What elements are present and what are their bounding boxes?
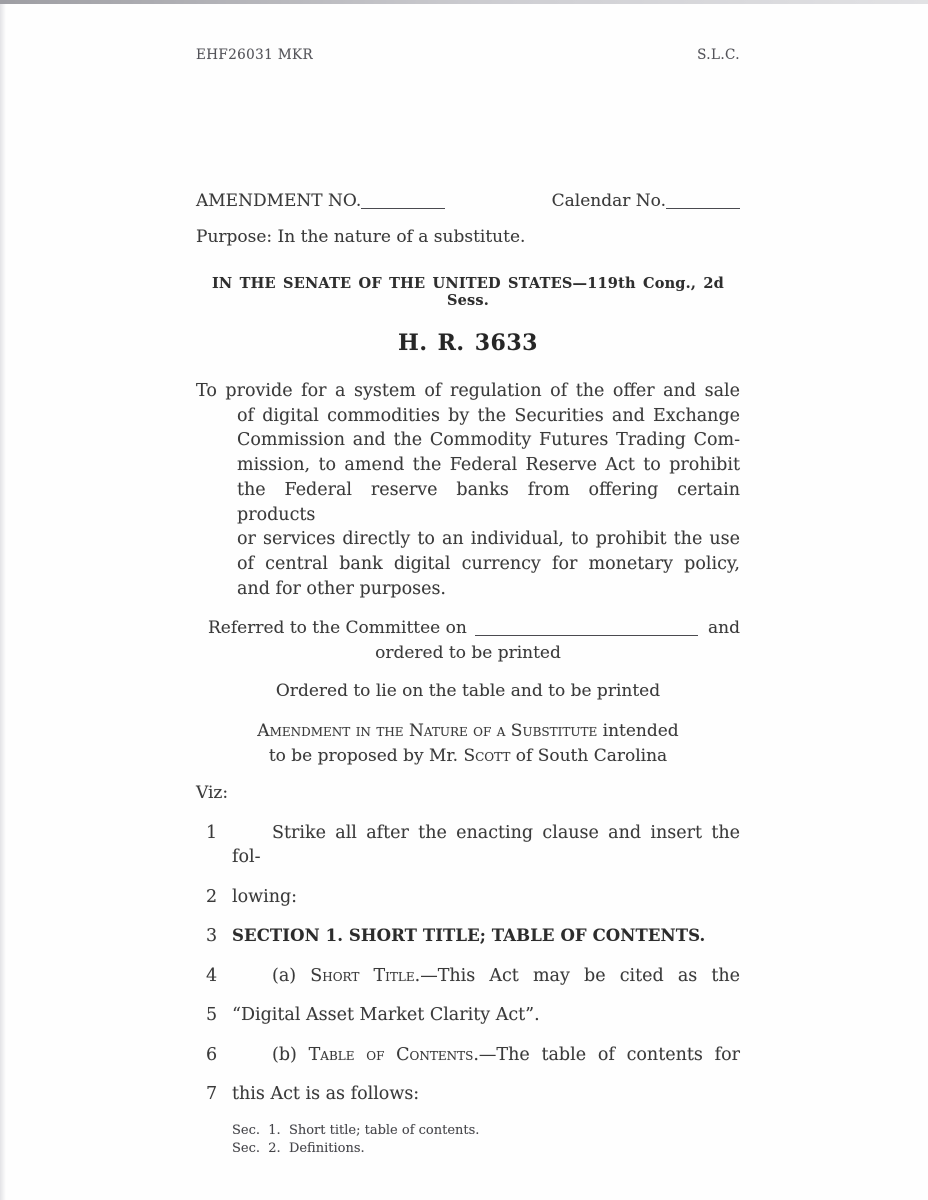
toc-entry: Sec. 1. Short title; table of contents. [232, 1122, 480, 1138]
calendar-no-blank [666, 208, 740, 209]
referred-line-2: ordered to be printed [375, 643, 561, 664]
long-title-line: Commission and the Commodity Futures Trading Com- [237, 430, 740, 451]
line-number: 7 [206, 1084, 218, 1105]
long-title [196, 379, 740, 601]
calendar-no-label: Calendar No. [551, 191, 666, 211]
referred-line-1 [196, 616, 740, 641]
table-of-contents-smallcaps: Table of Contents [308, 1044, 474, 1065]
amendment-nature-line-1 [196, 719, 740, 744]
amendment-nature-line-2 [196, 744, 740, 769]
body-line [196, 885, 740, 909]
committee-blank [475, 635, 698, 636]
page-content [196, 0, 740, 1158]
long-title-line: of central bank digital currency for monetary policy, [237, 553, 740, 574]
line-number: 4 [206, 965, 218, 986]
body-line-text: Strike all after the enacting clause and insert the fol- [232, 823, 740, 868]
body-line-text [232, 964, 740, 988]
referred-and: and [708, 618, 740, 639]
line-number: 3 [206, 926, 218, 947]
sponsor-name: Scott [463, 746, 511, 767]
line-number: 6 [206, 1044, 218, 1065]
amendment-nature-block [196, 719, 740, 769]
long-title-line: mission, to amend the Federal Reserve Act to prohibit [237, 455, 740, 476]
referred-block [196, 616, 740, 666]
photo-edge-left [0, 4, 6, 1200]
clause-label: (a) [272, 965, 311, 986]
body-line-text: lowing: [232, 886, 298, 907]
header-doc-code: EHF26031 MKR [196, 47, 314, 63]
body-line [196, 924, 740, 948]
calendar-no-group [552, 191, 740, 211]
long-title-line: of digital commodities by the Securities and Exchange [237, 405, 740, 426]
amendment-calendar-row [196, 191, 740, 211]
running-header [196, 47, 740, 63]
sponsor-state: of South Carolina [510, 746, 668, 767]
long-title-line: the Federal reserve banks from offering certain products [237, 479, 740, 525]
clause-text: .—The table of contents for [473, 1044, 740, 1065]
long-title-line: and for other purposes. [237, 578, 446, 599]
toc-entry: Sec. 2. Definitions. [232, 1140, 365, 1156]
amendment-no-blank [361, 208, 445, 209]
referred-text: Referred to the Committee on [208, 618, 467, 639]
body-line [196, 964, 740, 988]
purpose-line: Purpose: In the nature of a substitute. [196, 227, 526, 247]
amendment-nature-rest: intended [597, 721, 679, 742]
line-number: 1 [206, 823, 218, 844]
numbered-body [196, 821, 740, 1106]
senate-caption: IN THE SENATE OF THE UNITED STATES—119th Cong., 2d Sess. [211, 275, 725, 309]
body-line-text: “Digital Asset Market Clarity Act”. [232, 1005, 540, 1026]
body-line [196, 821, 740, 869]
body-line [196, 1082, 740, 1106]
clause-label: (b) [272, 1044, 309, 1065]
amendment-no-label: AMENDMENT NO. [196, 191, 362, 211]
amendment-nature-smallcaps: Amendment in the Nature of a Substitute [257, 721, 598, 742]
long-title-line: or services directly to an individual, to prohibit the use [237, 529, 740, 550]
long-title-line: To provide for a system of regulation of the offer and sale [196, 381, 740, 401]
proposed-by-text: to be proposed by Mr. [268, 746, 464, 767]
line-number: 5 [206, 1005, 218, 1026]
viz-label: Viz: [196, 783, 229, 804]
body-line [196, 1003, 740, 1027]
header-slc: S.L.C. [697, 47, 740, 63]
body-line [196, 1043, 740, 1067]
section-heading: SECTION 1. SHORT TITLE; TABLE OF CONTENTS. [232, 926, 706, 946]
body-line-text [232, 1043, 740, 1067]
bill-number: H. R. 3633 [398, 330, 538, 356]
short-title-smallcaps: Short Title [310, 965, 415, 986]
body-line-text: this Act is as follows: [232, 1084, 420, 1105]
clause-text: .—This Act may be cited as the [414, 965, 741, 986]
ordered-line: Ordered to lie on the table and to be printed [275, 681, 661, 702]
amendment-no-group [196, 191, 445, 211]
line-number: 2 [206, 886, 218, 907]
table-of-contents [196, 1122, 740, 1158]
